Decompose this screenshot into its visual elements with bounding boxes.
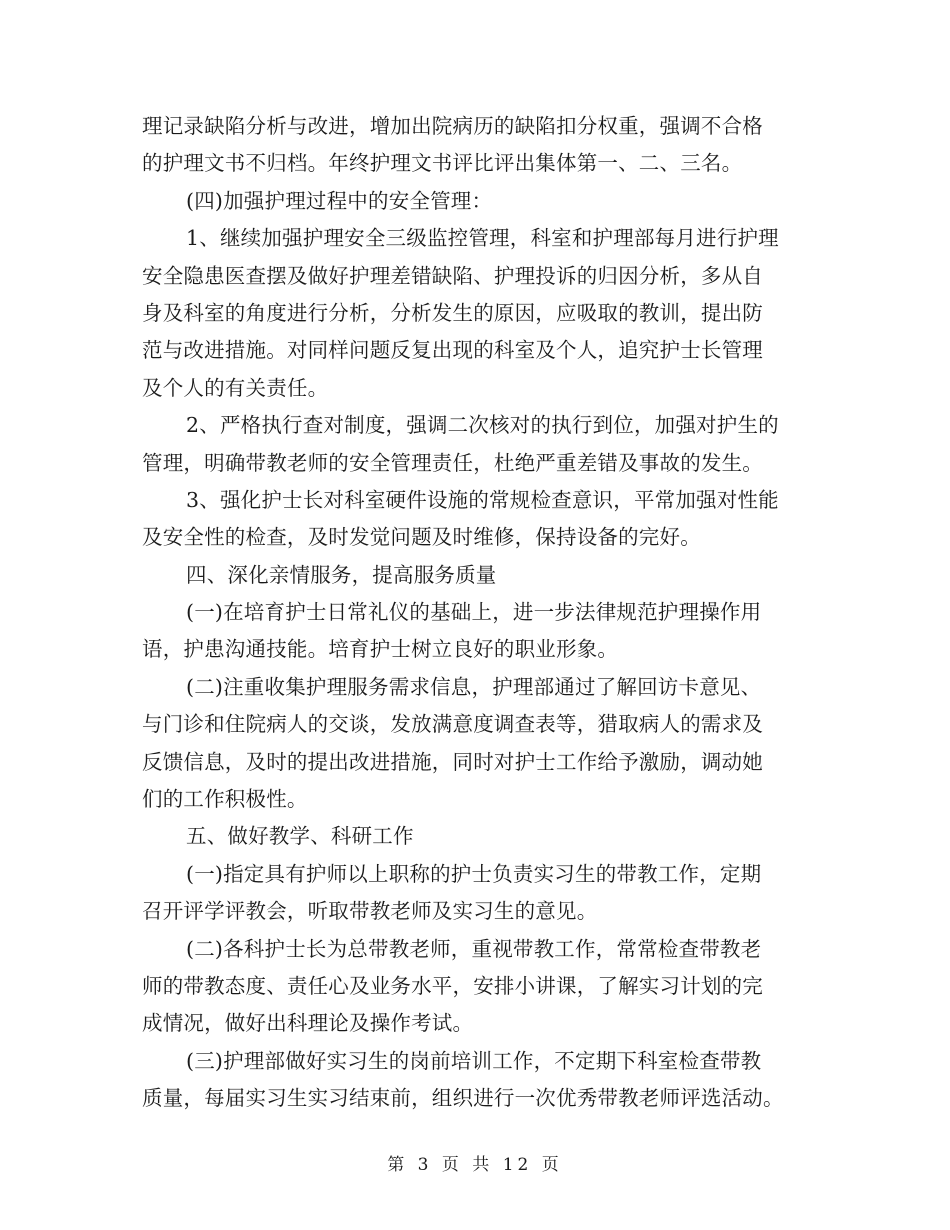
- text-line: 反馈信息，及时的提出改进措施，同时对护士工作给予激励，调动她: [142, 749, 763, 774]
- section-heading: 五、做好教学、科研工作: [186, 824, 414, 849]
- text-line: 师的带教态度、责任心及业务水平，安排小讲课，了解实习计划的完: [142, 973, 763, 998]
- text-line: 范与改进措施。对同样问题反复出现的科室及个人，追究护士长管理: [142, 338, 763, 363]
- text-line: 语，护患沟通技能。培育护士树立良好的职业形象。: [142, 637, 619, 662]
- text-line: 召开评学评教会，听取带教老师及实习生的意见。: [142, 899, 598, 924]
- text-line: 安全隐患医查摆及做好护理差错缺陷、护理投诉的归因分析，多从自: [142, 263, 763, 288]
- text-line: 管理，明确带教老师的安全管理责任，杜绝严重差错及事故的发生。: [142, 450, 763, 475]
- page-number-footer: 第 3 页 共 12 页: [387, 1155, 563, 1175]
- text-line: (一)在培育护士日常礼仪的基础上，进一步法律规范护理操作用: [186, 600, 762, 625]
- text-line: 的护理文书不归档。年终护理文书评比评出集体第一、二、三名。: [142, 151, 743, 176]
- text-line: 质量，每届实习生实习结束前，组织进行一次优秀带教老师评选活动。: [142, 1086, 784, 1111]
- text-line: (三)护理部做好实习生的岗前培训工作，不定期下科室检查带教: [186, 1048, 762, 1073]
- text-line: 成情况，做好出科理论及操作考试。: [142, 1011, 474, 1036]
- text-line: 1、继续加强护理安全三级监控管理，科室和护理部每月进行护理: [186, 226, 779, 251]
- text-line: 3、强化护士长对科室硬件设施的常规检查意识，平常加强对性能: [186, 487, 779, 512]
- document-body: [142, 108, 810, 1118]
- text-line: (二)各科护士长为总带教老师，重视带教工作，常常检查带教老: [186, 936, 762, 961]
- text-line: 2、严格执行查对制度，强调二次核对的执行到位，加强对护生的: [186, 413, 779, 438]
- text-line: 与门诊和住院病人的交谈，发放满意度调查表等，猎取病人的需求及: [142, 712, 763, 737]
- text-line: (一)指定具有护师以上职称的护士负责实习生的带教工作，定期: [186, 861, 762, 886]
- section-heading: 四、深化亲情服务，提高服务质量: [186, 562, 497, 587]
- text-line: (二)注重收集护理服务需求信息，护理部通过了解回访卡意见、: [186, 674, 762, 699]
- text-line: 及安全性的检查，及时发觉问题及时维修，保持设备的完好。: [142, 525, 701, 550]
- text-line: 理记录缺陷分析与改进，增加出院病历的缺陷扣分权重，强调不合格: [142, 114, 763, 138]
- section-heading: (四)加强护理过程中的安全管理：: [186, 188, 493, 213]
- text-line: 身及科室的角度进行分析，分析发生的原因，应吸取的教训，提出防: [142, 300, 763, 325]
- text-line: 及个人的有关责任。: [142, 375, 329, 400]
- text-line: 们的工作积极性。: [142, 787, 308, 812]
